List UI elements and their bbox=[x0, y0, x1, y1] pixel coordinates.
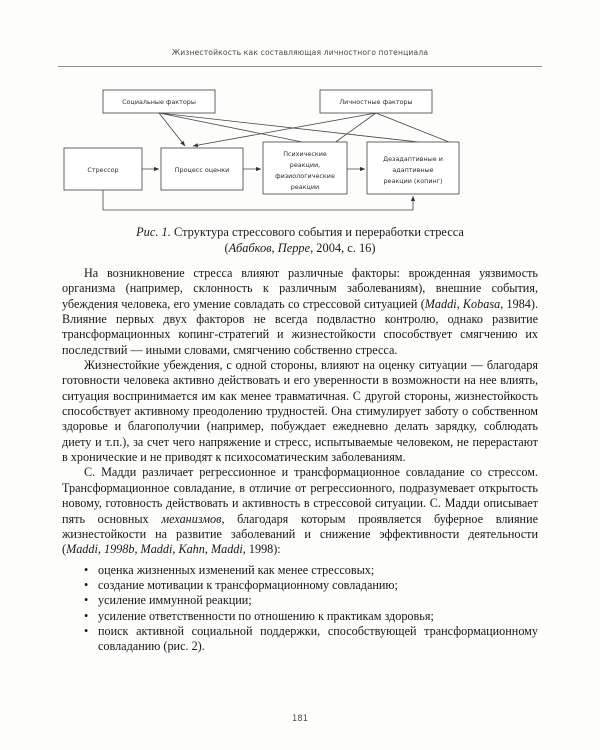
paragraph-1-citation: Maddi, Kobasa bbox=[424, 296, 501, 311]
list-item-label: создание мотивации к трансформационному совладанию; bbox=[98, 577, 398, 592]
figure-caption bbox=[60, 224, 540, 256]
paragraph-3-part-c: , 1998): bbox=[242, 542, 281, 557]
list-item-label: усиление ответственности по отношению к практикам здоровья; bbox=[98, 608, 434, 623]
paragraph-1 bbox=[62, 266, 538, 358]
list-item bbox=[62, 593, 538, 608]
list-item-label: поиск активной социальной поддержки, способствующей трансформационному совладанию (рис. 2). bbox=[98, 623, 538, 654]
paragraph-3 bbox=[62, 465, 538, 557]
paragraph-1-part-b: , 1984). Влияние первых двух факторов не всегда подвластно контролю, однако развитие трансформационных копинг-стратегий и жизнестойкости способствует смягчению их последствий — иными словами, смягчению собственно стресса. bbox=[62, 296, 539, 357]
paragraph-3-emphasis-mechanisms: механизмов bbox=[161, 511, 222, 526]
figure-box-reactions-label-2: реакции, bbox=[289, 161, 321, 169]
figure-arrow-feedback-loop bbox=[103, 190, 413, 210]
paragraph-3-citation: Maddi, 1998b, Maddi, Kahn, Maddi bbox=[66, 542, 243, 557]
figure-caption-source-rest: , 2004, с. 16) bbox=[310, 241, 376, 255]
bullet-icon: • bbox=[84, 577, 89, 592]
list-item bbox=[62, 624, 538, 655]
body-text bbox=[62, 266, 538, 655]
running-head: Жизнестойкость как составляющая личностного потенциала bbox=[171, 48, 429, 57]
figure-arrow-social-to-coping bbox=[159, 113, 454, 146]
figure-box-stressor-label: Стрессор bbox=[87, 166, 119, 174]
figure-box-reactions-label-1: Психические bbox=[283, 150, 327, 158]
list-item bbox=[62, 578, 538, 593]
figure-arrow-social-to-reactions bbox=[159, 113, 322, 146]
figure-box-coping-label-1: Дезадаптивные и bbox=[383, 155, 443, 163]
figure-1-diagram bbox=[60, 86, 540, 216]
bullet-icon: • bbox=[84, 608, 89, 623]
list-item-label: усиление иммунной реакции; bbox=[98, 593, 252, 608]
figure-arrow-social-to-appraisal bbox=[159, 113, 185, 146]
figure-caption-label: Рис. 1. bbox=[136, 225, 171, 239]
figure-box-personal-factors-label: Личностные факторы bbox=[339, 98, 413, 106]
paragraph-2: Жизнестойкие убеждения, с одной стороны, влияют на оценку ситуации — благодаря готовности человека активно действовать и его уверенности в возможности на нее влиять, ситуация воспринимается им как менее травматичная. С другой стороны, жизнестойкость способствует активному преодолению трудностей. Она стимулирует заботу о собственном здоровье и благополучии (например, побуждает ежедневно делать зарядку, соблюдать диету и т.п.), за счет чего напряжение и стресс, испытываемые человеком, не перерастают в хронические и не приводят к психосоматическим заболеваниям. bbox=[62, 358, 538, 465]
bullet-icon: • bbox=[84, 562, 89, 577]
figure-box-reactions-label-3: физиологические bbox=[275, 172, 335, 180]
bullet-icon: • bbox=[84, 623, 89, 638]
paragraph-3-part-b: , благодаря которым проявляется буферное влияние жизнестойкости на развитие заболеваний и снижение эффективности деятельности ( bbox=[62, 511, 538, 557]
list-item bbox=[62, 563, 538, 578]
figure-box-appraisal-label: Процесс оценки bbox=[174, 166, 230, 174]
page-number: 181 bbox=[291, 714, 309, 724]
bullet-icon: • bbox=[84, 593, 89, 608]
list-item bbox=[62, 609, 538, 624]
figure-box-social-factors-label: Социальные факторы bbox=[122, 98, 196, 106]
figure-box-reactions-label-4: реакции bbox=[290, 183, 320, 191]
figure-box-coping-label-2: адаптивные bbox=[392, 166, 434, 174]
figure-caption-source-names: Абабков, Перре bbox=[228, 241, 311, 255]
paragraph-3-part-a: С. Мадди различает регрессионное и трансформационное совладание со стрессом. Трансформационное совладание, в отличие от регрессионного, подразумевает открытость новому, готовность действовать и активность в стрессовой ситуации. С. Мадди описывает пять основных bbox=[62, 465, 538, 526]
running-head-rule bbox=[58, 66, 542, 67]
figure-caption-title: Структура стрессового события и переработки стресса bbox=[173, 225, 464, 239]
list-item-label: оценка жизненных изменений как менее стрессовых; bbox=[98, 562, 375, 577]
mechanisms-list bbox=[62, 563, 538, 655]
figure-caption-source-open: ( bbox=[224, 241, 229, 255]
figure-box-coping-label-3: реакции (копинг) bbox=[383, 177, 443, 185]
figure-arrow-personal-to-coping bbox=[376, 113, 459, 146]
figure-arrow-personal-to-reactions bbox=[330, 113, 376, 146]
figure-arrow-personal-to-appraisal bbox=[193, 113, 376, 146]
paragraph-1-part-a: На возникновение стресса влияют различные факторы: врожденная уязвимость организма (например, склонность к различным заболеваниям), внешние события, убеждения человека, его умение совладать со стрессовой ситуацией ( bbox=[62, 266, 538, 311]
